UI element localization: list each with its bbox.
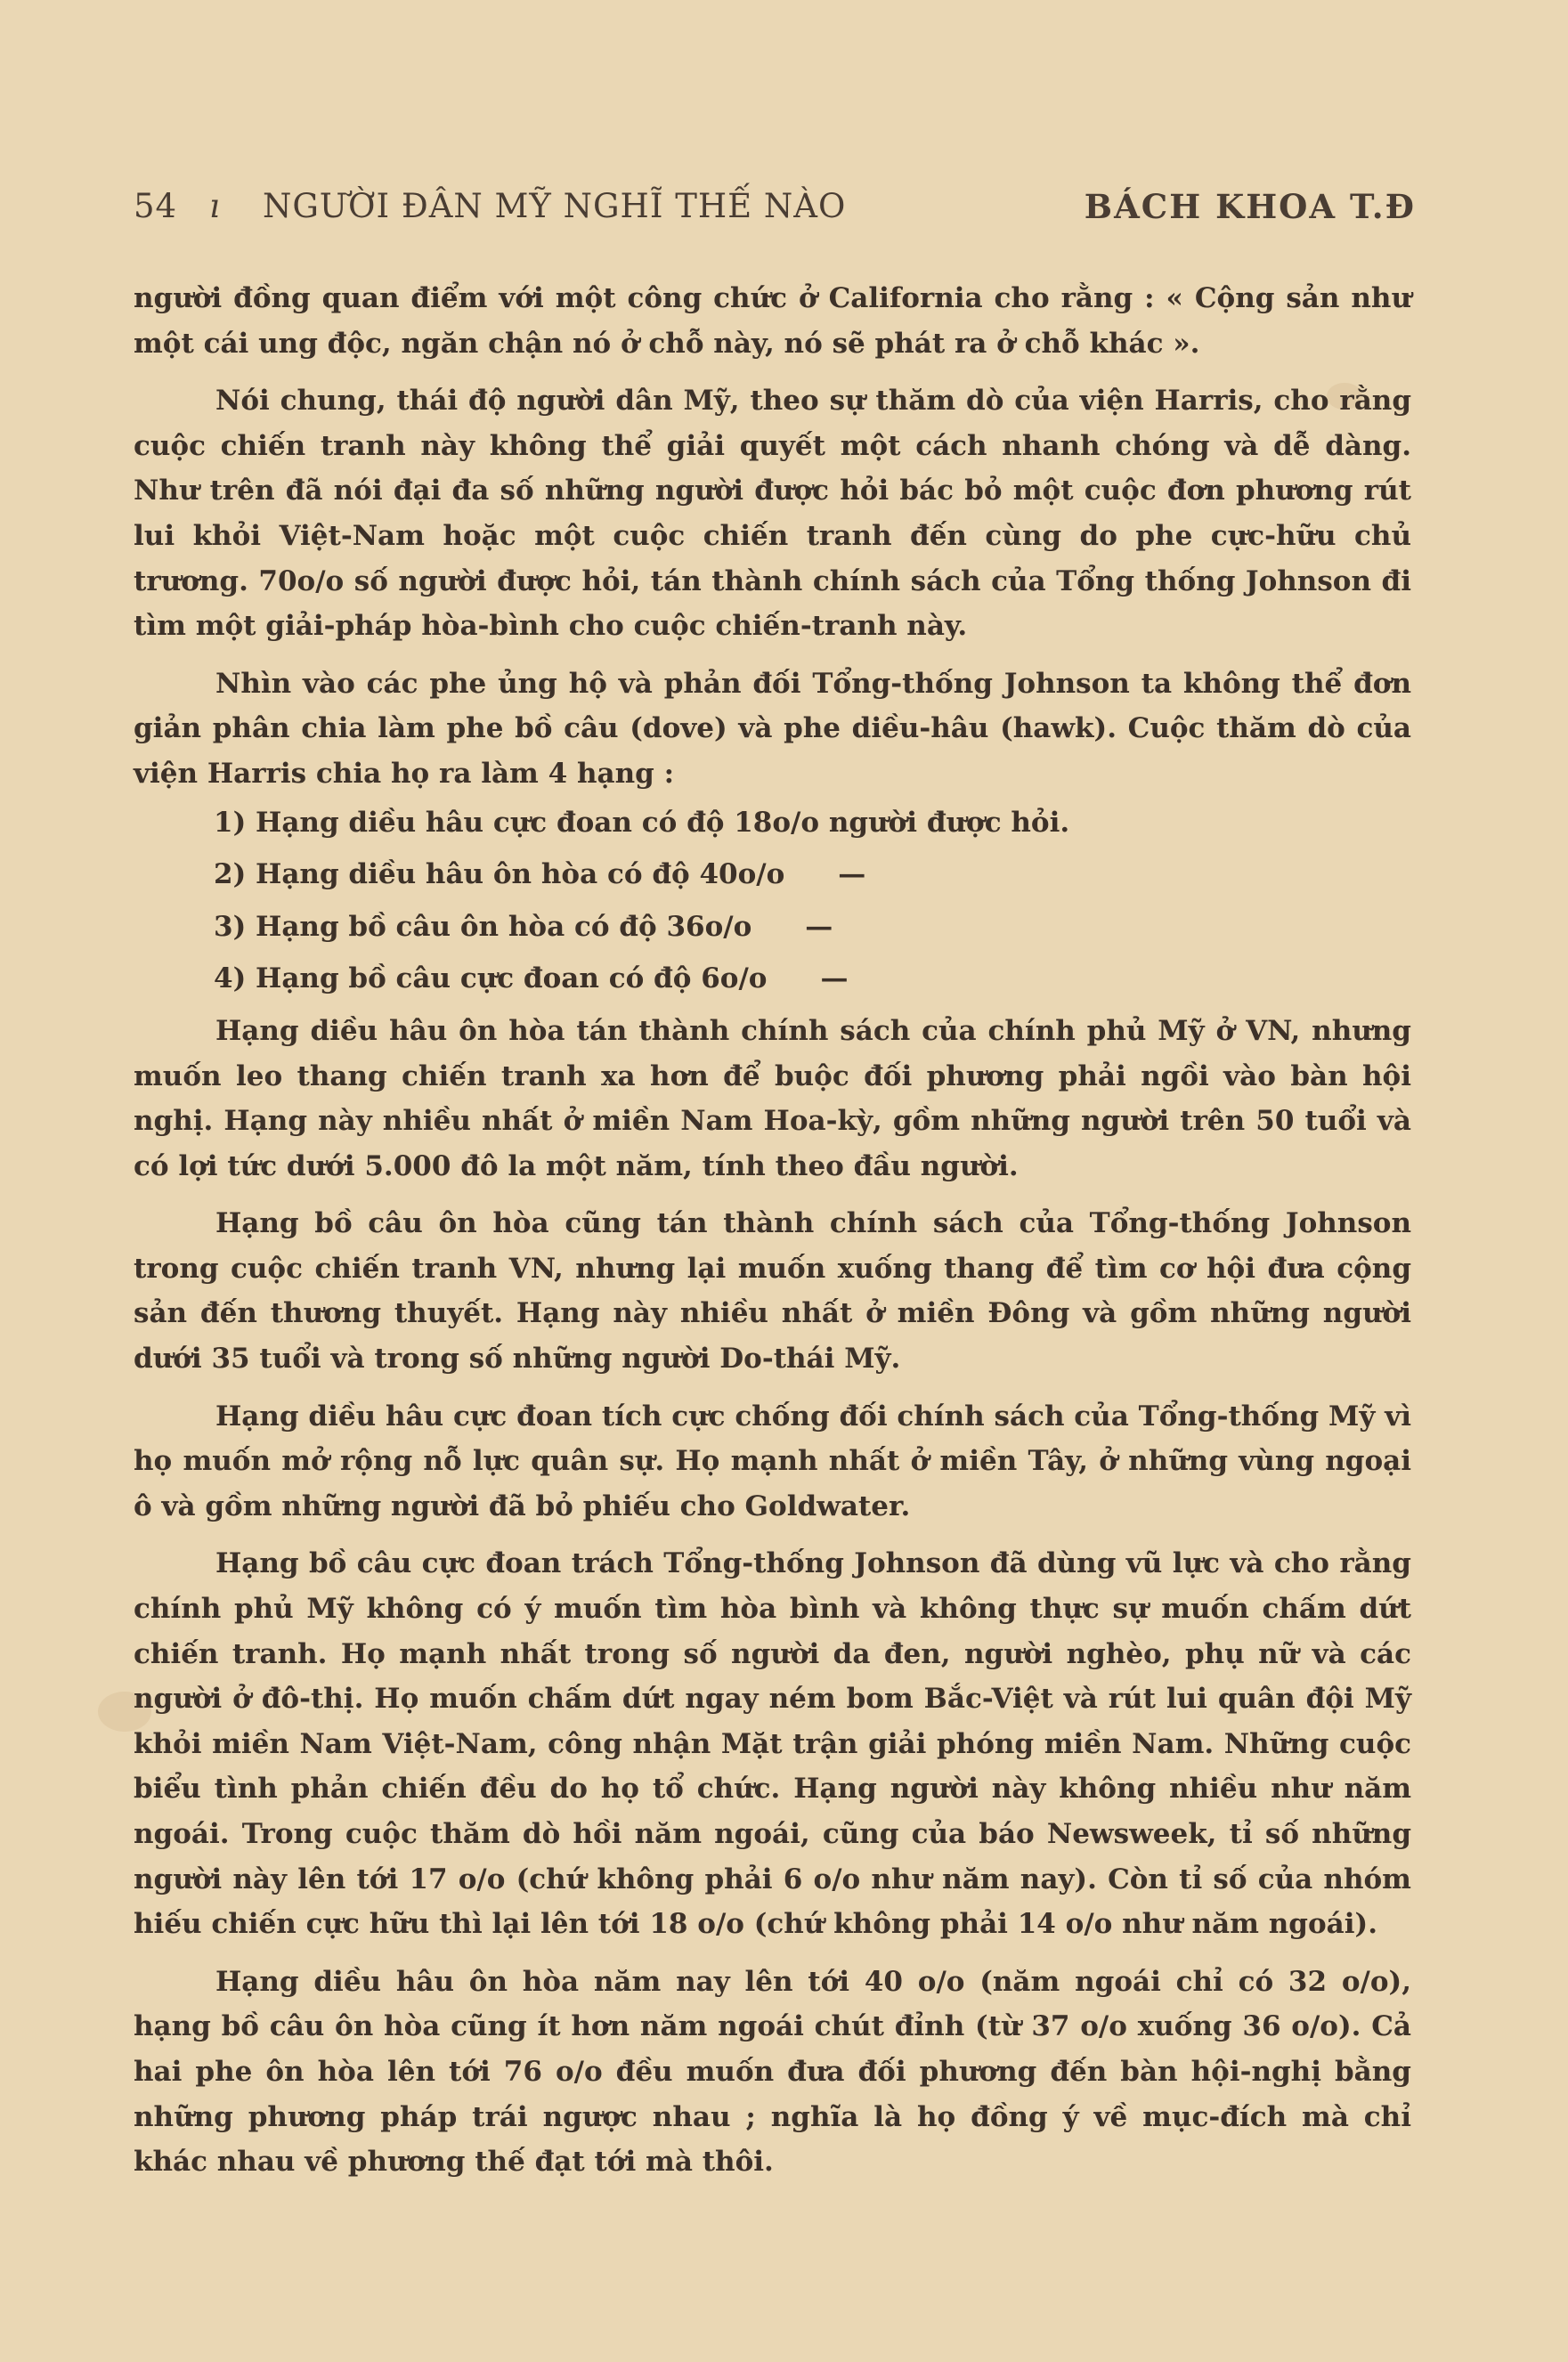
category-list — [134, 800, 1411, 1002]
page-number: 54 — [134, 187, 178, 225]
magazine-name: BÁCH KHOA T.Đ — [1084, 187, 1416, 226]
paragraph: người đồng quan điểm với một công chức ở California cho rằng : « Cộng sản như một cái ung độc, ngăn chận nó ở chỗ này, nó sẽ phát ra ở chỗ khác ». — [134, 282, 1411, 360]
paragraph: Hạng diều hâu ôn hòa năm nay lên tới 40 o/o (năm ngoái chỉ có 32 o/o), hạng bồ câu ôn hòa cũng ít hơn năm ngoái chút đỉnh (từ 37 o/o xuống 36 o/o). Cả hai phe ôn hòa lên tới 76 o/o đều muốn đưa đối phương đến bàn hội-nghị bằng những phương pháp trái ngược nhau ; nghĩa là họ đồng ý về mục-đích mà chỉ khác nhau về phương thế đạt tới mà thôi. — [134, 1965, 1411, 2179]
paragraph: Nói chung, thái độ người dân Mỹ, theo sự thăm dò của viện Harris, cho rằng cuộc chiến tranh này không thể giải quyết một cách nhanh chóng và dễ dàng. Như trên đã nói đại đa số những người được hỏi bác bỏ một cuộc đơn phương rút lui khỏi Việt-Nam hoặc một cuộc chiến tranh đến cùng do phe cực-hữu chủ trương. 70o/o số người được hỏi, tán thành chính sách của Tổng thống Johnson đi tìm một giải-pháp hòa-bình cho cuộc chiến-tranh này. — [134, 385, 1411, 643]
page-header — [134, 187, 1416, 240]
list-item-label: 4) Hạng bồ câu cực đoan có độ 6o/o — [214, 962, 768, 995]
paragraph: Hạng diều hâu ôn hòa tán thành chính sách của chính phủ Mỹ ở VN, nhưng muốn leo thang chiến tranh xa hơn để buộc đối phương phải ngồi vào bàn hội nghị. Hạng này nhiều nhất ở miền Nam Hoa-kỳ, gồm những người trên 50 tuổi và có lợi tức dưới 5.000 đô la một năm, tính theo đầu người. — [134, 1014, 1411, 1182]
list-item — [134, 852, 1411, 897]
paragraph: Hạng diều hâu cực đoan tích cực chống đối chính sách của Tổng-thống Mỹ vì họ muốn mở rộng nỗ lực quân sự. Họ mạnh nhất ở miền Tây, ở những vùng ngoại ô và gồm những người đã bỏ phiếu cho Goldwater. — [134, 1400, 1411, 1522]
header-separator: ı — [209, 187, 221, 225]
article-body — [134, 276, 1411, 2197]
list-item-dash: — — [838, 858, 866, 891]
list-item-label: 1) Hạng diều hâu cực đoan có độ 18o/o người được hỏi. — [214, 806, 1070, 839]
paragraph: Nhìn vào các phe ủng hộ và phản đối Tổng-thống Johnson ta không thể đơn giản phân chia làm phe bồ câu (dove) và phe diều-hâu (hawk). Cuộc thăm dò của viện Harris chia họ ra làm 4 hạng : — [134, 667, 1411, 790]
list-item-label: 2) Hạng diều hâu ôn hòa có độ 40o/o — [214, 858, 785, 891]
list-item — [134, 905, 1411, 950]
list-item-dash: — — [805, 910, 833, 943]
running-title: NGƯỜI ĐÂN MỸ NGHĨ THẾ NÀO — [263, 187, 847, 225]
list-item-dash: — — [820, 962, 849, 995]
paragraph: Hạng bồ câu cực đoan trách Tổng-thống Johnson đã dùng vũ lực và cho rằng chính phủ Mỹ không có ý muốn tìm hòa bình và không thực sự muốn chấm dứt chiến tranh. Họ mạnh nhất trong số người da đen, người nghèo, phụ nữ và các người ở đô-thị. Họ muốn chấm dứt ngay ném bom Bắc-Việt và rút lui quân đội Mỹ khỏi miền Nam Việt-Nam, công nhận Mặt trận giải phóng miền Nam. Những cuộc biểu tình phản chiến đều do họ tổ chức. Hạng người này không nhiều như năm ngoái. Trong cuộc thăm dò hồi năm ngoái, cũng của báo Newsweek, tỉ số những người này lên tới 17 o/o (chứ không phải 6 o/o như năm nay). Còn tỉ số của nhóm hiếu chiến cực hữu thì lại lên tới 18 o/o (chứ không phải 14 o/o như năm ngoái). — [134, 1547, 1411, 1941]
list-item-label: 3) Hạng bồ câu ôn hòa có độ 36o/o — [214, 910, 752, 943]
list-item — [134, 800, 1411, 846]
paragraph: Hạng bồ câu ôn hòa cũng tán thành chính sách của Tổng-thống Johnson trong cuộc chiến tranh VN, nhưng lại muốn xuống thang để tìm cơ hội đưa cộng sản đến thương thuyết. Hạng này nhiều nhất ở miền Đông và gồm những người dưới 35 tuổi và trong số những người Do-thái Mỹ. — [134, 1207, 1411, 1376]
list-item — [134, 956, 1411, 1002]
